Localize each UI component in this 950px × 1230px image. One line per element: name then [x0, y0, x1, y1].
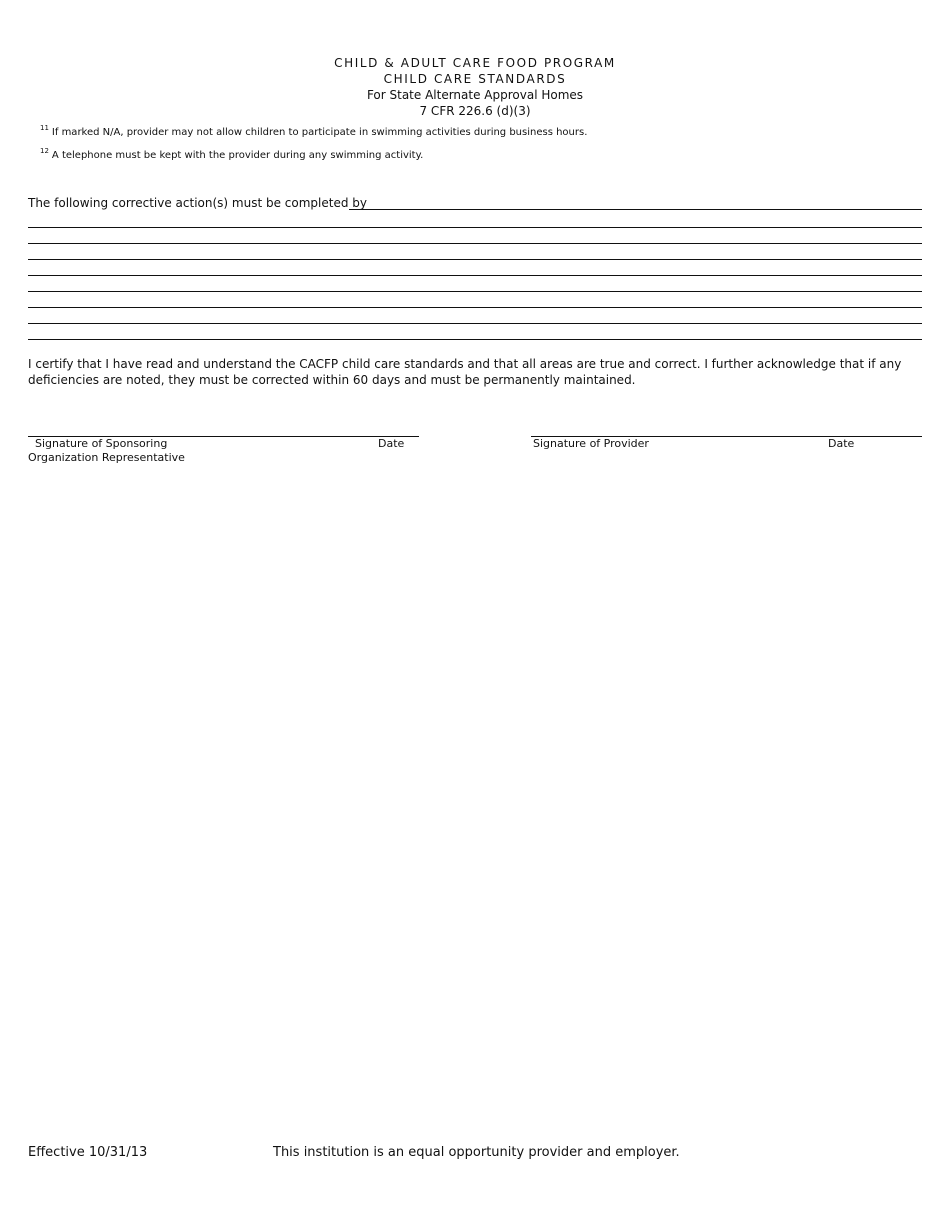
footnote-text: A telephone must be kept with the provider during any swimming activity.: [51, 150, 424, 161]
sponsor-date-label: Date: [378, 437, 405, 450]
corrective-action-line[interactable]: [28, 323, 922, 324]
corrective-action-line[interactable]: [28, 291, 922, 292]
corrective-due-date-field[interactable]: [349, 209, 922, 210]
corrective-action-line[interactable]: [28, 275, 922, 276]
corrective-action-line[interactable]: [28, 307, 922, 308]
form-header: [0, 55, 950, 119]
sponsor-signature-label: Signature of Sponsoring: [35, 437, 168, 450]
corrective-action-line[interactable]: [28, 227, 922, 228]
program-title: CHILD & ADULT CARE FOOD PROGRAM: [334, 56, 616, 70]
footnotes: [40, 119, 587, 165]
equal-opportunity-statement: This institution is an equal opportunity provider and employer.: [273, 1145, 680, 1160]
corrective-action-line[interactable]: [28, 259, 922, 260]
provider-signature-label: Signature of Provider: [533, 437, 649, 450]
footnote-text: If marked N/A, provider may not allow children to participate in swimming activities during business hours.: [51, 127, 588, 138]
footnote-11: [40, 119, 587, 142]
standards-title: CHILD CARE STANDARDS: [383, 72, 567, 86]
cfr-citation: 7 CFR 226.6 (d)(3): [419, 104, 531, 118]
sponsor-signature-label-line2: Organization Representative: [28, 451, 185, 464]
footnote-mark: 11: [40, 124, 49, 132]
effective-date: Effective 10/31/13: [28, 1145, 148, 1160]
corrective-action-label: The following corrective action(s) must be completed by: [28, 196, 367, 210]
footnote-12: [40, 142, 587, 165]
corrective-action-line[interactable]: [28, 339, 922, 340]
provider-date-label: Date: [828, 437, 855, 450]
footnote-mark: 12: [40, 147, 49, 155]
corrective-action-line[interactable]: [28, 243, 922, 244]
approval-homes-subtitle: For State Alternate Approval Homes: [366, 88, 584, 102]
certification-statement: I certify that I have read and understand the CACFP child care standards and that all areas are true and correct. I further acknowledge that if any deficiencies are noted, they must be corrected within 60 days and must be permanently maintained.: [28, 357, 902, 387]
